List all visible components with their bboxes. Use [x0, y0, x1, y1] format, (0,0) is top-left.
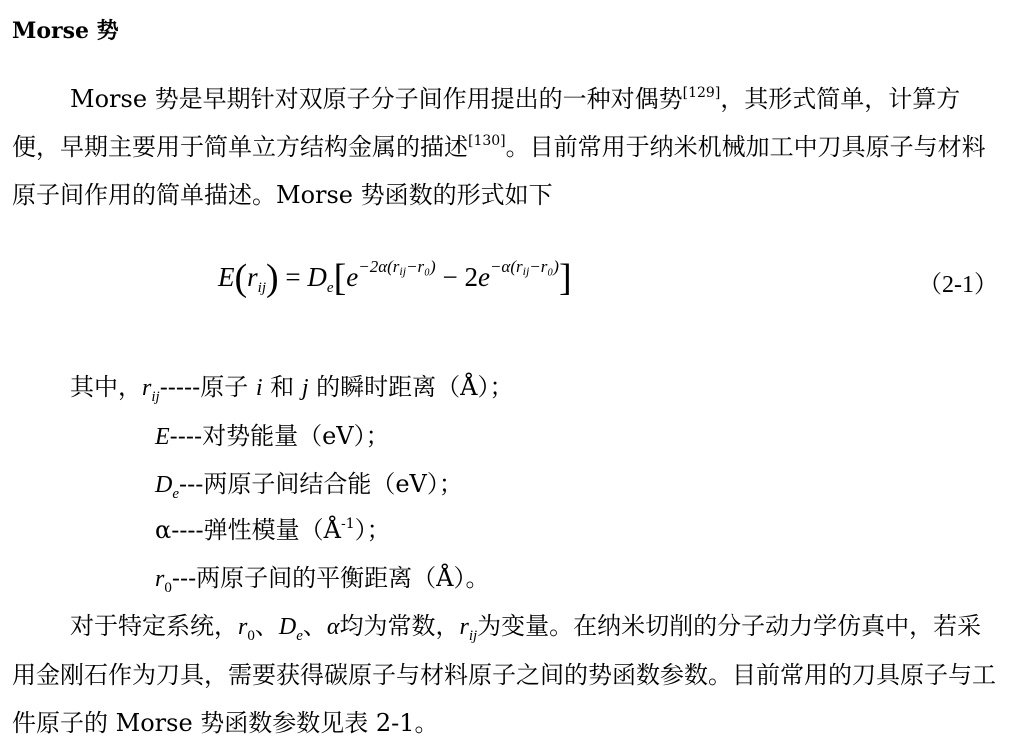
intro-text-2: ，其形式简单，计算方便，早期主要用于简单立方结构金属的描述 [12, 85, 961, 161]
def-De-sub: e [172, 486, 180, 502]
definition-E [155, 421, 390, 452]
def-E-symbol: E [155, 424, 170, 450]
concl-De: D [278, 614, 297, 640]
def-rij-text-b: 和 [262, 373, 302, 401]
section-heading: Morse 势 [12, 18, 119, 44]
concl-De-sub: e [296, 628, 303, 644]
eq-lhs-func: E [218, 262, 235, 292]
eq-minus-two: − 2 [435, 262, 478, 292]
eq-equals: = [285, 262, 301, 292]
eq-e2: e [477, 262, 490, 292]
definition-alpha [155, 515, 391, 545]
def-De-symbol: D [155, 472, 173, 498]
def-r0-sub: 0 [164, 580, 172, 596]
eq-exp2-sub: ij [522, 264, 530, 278]
def-rij-i: i [255, 375, 263, 401]
concl-sep-2: 、 [302, 612, 327, 640]
equation-number: （2-1） [918, 272, 998, 298]
concl-sep-1: 、 [254, 612, 279, 640]
paragraph-intro [12, 75, 1002, 219]
definitions-intro: 其中， [70, 373, 142, 401]
morse-equation: $E(r_{ij}) = D_e[e^{-2\alpha(r_{ij}-r_0)} - 2e^{-\alpha(r_{ij}-r_0)}]$ [218, 257, 572, 299]
def-E-text: ----对势能量（eV）； [169, 422, 390, 450]
concl-text-a: 对于特定系统， [70, 612, 238, 640]
definition-rij [70, 372, 513, 403]
definition-De [155, 469, 463, 500]
concl-r0: r [238, 614, 248, 640]
def-rij-symbol: r [142, 375, 152, 401]
concl-alpha: α [326, 614, 340, 640]
eq-exp2-end: −r₀) [529, 257, 559, 276]
eq-exp1-end: −r₀) [406, 257, 436, 276]
def-alpha-text-b: ）； [354, 516, 391, 544]
concl-r0-sub: 0 [247, 628, 255, 644]
intro-text-3: 。目前常用于纳米机械加工中刀具原子与材料原子间作用的简单描述。Morse 势函数的形式如下 [12, 133, 986, 209]
eq-e1: e [346, 262, 359, 292]
def-alpha-text-a: α----弹性模量（Å [155, 516, 341, 544]
concl-rij-sub: ij [468, 628, 478, 644]
eq-exp2: −α(r [489, 257, 523, 276]
eq-lhs-sub: ij [257, 280, 267, 296]
def-r0-symbol: r [155, 566, 165, 592]
citation-129: [129] [682, 85, 721, 101]
eq-lhs-var: r [247, 262, 258, 292]
intro-text-1: Morse 势是早期针对双原子分子间作用提出的一种对偶势 [70, 85, 683, 113]
def-rij-sub: ij [151, 389, 160, 405]
concl-text-e: 为变量。在纳米切削的分子动力学仿真中，若采用金刚石作为刀具，需要获得碳原子与材料原子之间的势函数参数。目前常用的刀具原子与工件原子的 Morse 势函数参数见表 2-1。 [12, 612, 996, 737]
concl-rij: r [459, 614, 469, 640]
def-De-text: ---两原子间结合能（eV）； [179, 470, 463, 498]
def-rij-text-c: 的瞬时距离（Å）； [308, 373, 514, 401]
def-alpha-sup: -1 [340, 516, 355, 532]
citation-130: [130] [468, 133, 506, 149]
def-rij-j: j [301, 375, 309, 401]
definition-r0 [155, 563, 490, 594]
eq-exp1-sub: ij [399, 264, 407, 278]
eq-exp1: −2α(r [358, 257, 400, 276]
concl-text-d: 均为常数， [339, 612, 460, 640]
eq-D: D [307, 262, 327, 292]
paragraph-conclusion [12, 602, 1002, 747]
def-rij-text-a: -----原子 [159, 373, 256, 401]
def-r0-text: ---两原子间的平衡距离（Å）。 [171, 564, 490, 592]
eq-D-sub: e [326, 280, 334, 296]
